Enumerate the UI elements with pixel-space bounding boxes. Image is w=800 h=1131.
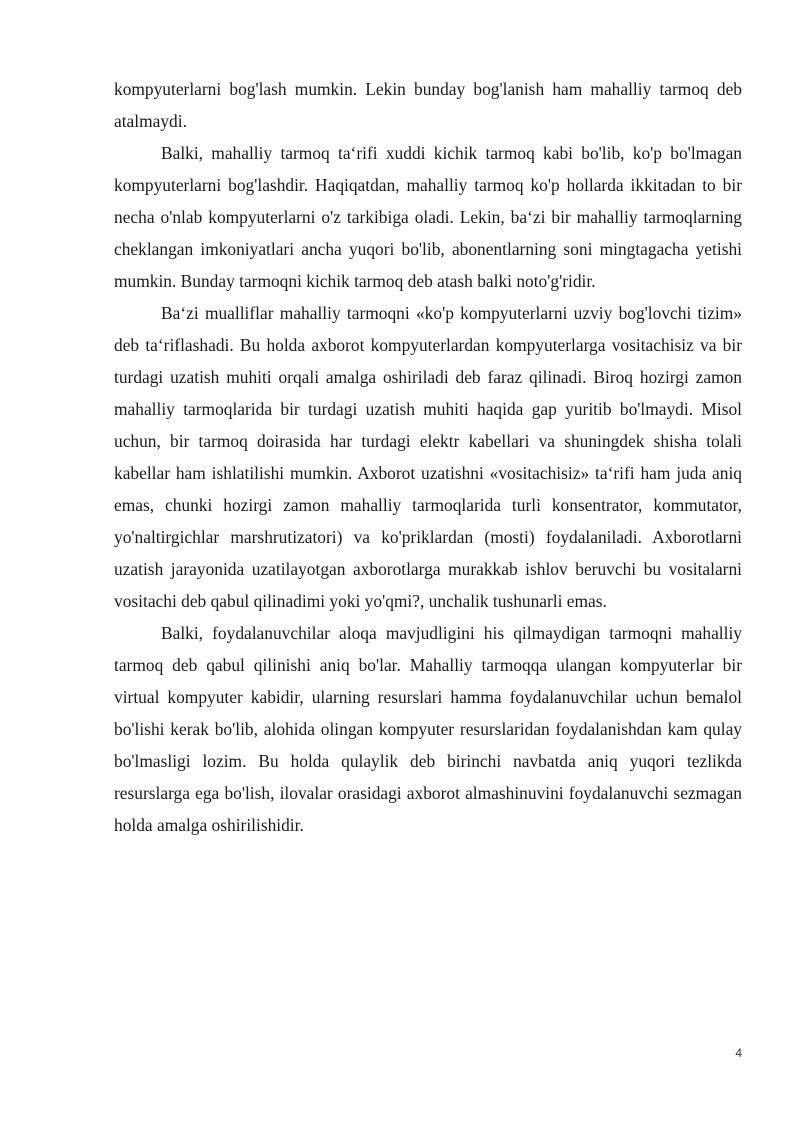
paragraph-2: Balki, mahalliy tarmoq ta‘rifi xuddi kichik tarmoq kabi bo'lib, ko'p bo'lmagan kompyuterlarni bog'lashdir. Haqiqatdan, mahalliy tarmoq ko'p hollarda ikkitadan to bir necha o'nlab kompyuterlarni o'z tarkibiga oladi. Lekin, ba‘zi bir mahalliy tarmoqlarning cheklangan imkoniyatlari ancha yuqori bo'lib, abonentlarning soni mingtagacha yetishi mumkin. Bunday tarmoqni kichik tarmoq deb atash balki noto'g'ridir. [114,143,742,291]
paragraph-4: Balki, foydalanuvchilar aloqa mavjudligini his qilmaydigan tarmoqni mahalliy tarmoq deb qabul qilinishi aniq bo'lar. Mahalliy tarmoqqa ulangan kompyuterlar bir virtual kompyuter kabidir, ularning resurslari hamma foydalanuvchilar uchun bemalol bo'lishi kerak bo'lib, alohida olingan kompyuter resurslaridan foydalanishdan kam qulay bo'lmasligi lozim. Bu holda qulaylik deb birinchi navbatda aniq yuqori tezlikda resurslarga ega bo'lish, ilovalar orasidagi axborot almashinuvini foydalanuvchi sezmagan holda amalga oshirilishidir. [114,623,742,835]
paragraph-1: kompyuterlarni bog'lash mumkin. Lekin bunday bog'lanish ham mahalliy tarmoq deb atalmaydi. [114,79,742,131]
page-number: 4 [735,1046,742,1060]
document-body [114,73,742,841]
paragraph-3: Ba‘zi mualliflar mahalliy tarmoqni «ko'p kompyuterlarni uzviy bog'lovchi tizim» deb ta‘riflashadi. Bu holda axborot kompyuterlardan kompyuterlarga vositachisiz va bir turdagi uzatish muhiti orqali amalga oshiriladi deb faraz qilinadi. Biroq hozirgi zamon mahalliy tarmoqlarida bir turdagi uzatish muhiti haqida gap yuritib bo'lmaydi. Misol uchun, bir tarmoq doirasida har turdagi elektr kabellari va shuningdek shisha tolali kabellar ham ishlatilishi mumkin. Axborot uzatishni «vositachisiz» ta‘rifi ham juda aniq emas, chunki hozirgi zamon mahalliy tarmoqlarida turli konsentrator, kommutator, yo'naltirgichlar marshrutizatori) va ko'priklardan (mosti) foydalaniladi. Axborotlarni uzatish jarayonida uzatilayotgan axborotlarga murakkab ishlov beruvchi bu vositalarni vositachi deb qabul qilinadimi yoki yo'qmi?, unchalik tushunarli emas. [114,303,742,611]
